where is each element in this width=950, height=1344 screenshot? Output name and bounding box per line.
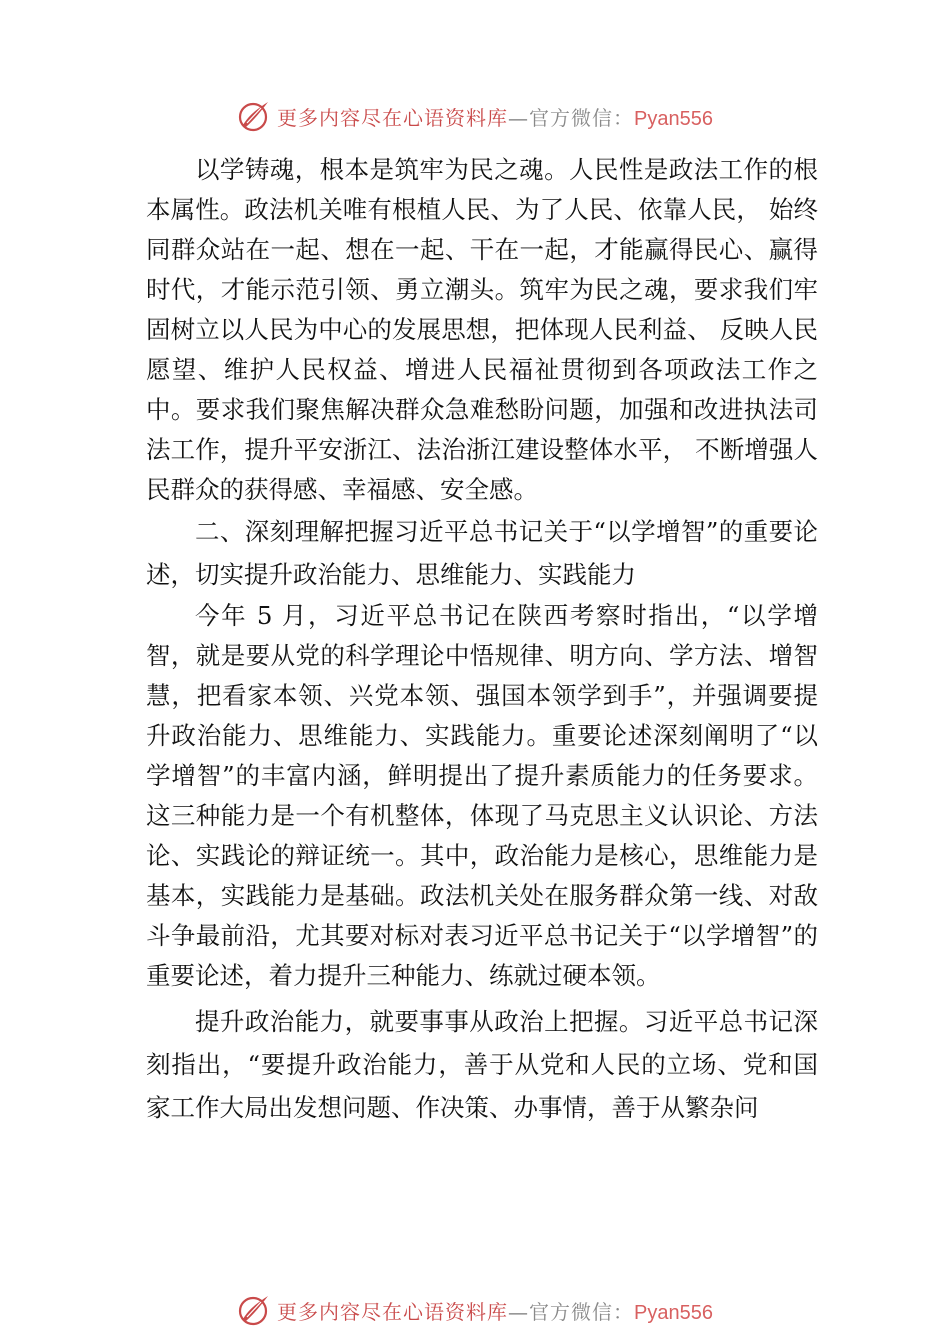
section-heading: 二、深刻理解把握习近平总书记关于“以学增智”的重要论述，切实提升政治能力、思维能力、实践能力 [146,517,818,589]
document-body [146,150,818,1129]
paragraph-2: 今年 5 月，习近平总书记在陕西考察时指出，“以学增智，就是要从党的科学理论中悟规律、明方向、学方法、增智慧，把看家本领、兴党本领、强国本领学到手”，并强调要提升政治能力、思维能力、实践能力。重要论述深刻阐明了“以学增智”的丰富内涵，鲜明提出了提升素质能力的任务要求。这三种能力是一个有机整体，体现了马克思主义认识论、方法论、实践论的辩证统一。其中，政治能力是核心，思维能力是基本，实践能力是基础。政法机关处在服务群众第一线、对敌斗争最前沿，尤其要对标对表习近平总书记关于“以学增智”的重要论述，着力提升三种能力、练就过硬本领。 [146,601,818,990]
header-banner [0,96,950,136]
quill-seal-icon [237,99,271,133]
banner-text: 更多内容尽在心语资料库—官方微信：Pyan556 [277,105,713,130]
quill-seal-icon [237,1293,271,1327]
paragraph-1: 以学铸魂，根本是筑牢为民之魂。人民性是政法工作的根本属性。政法机关唯有根植人民、为了人民、依靠人民， 始终同群众站在一起、想在一起、干在一起，才能赢得民心、赢得时代，才能示范引领、勇立潮头。筑牢为民之魂，要求我们牢固树立以人民为中心的发展思想，把体现人民利益、 反映人民愿望、维护人民权益、增进人民福祉贯彻到各项政法工作之中。要求我们聚焦解决群众急难愁盼问题，加强和改进执法司法工作，提升平安浙江、法治浙江建设整体水平， 不断增强人民群众的获得感、幸福感、安全感。 [146,155,818,504]
footer-banner [0,1290,950,1330]
banner-text: 更多内容尽在心语资料库—官方微信：Pyan556 [277,1299,713,1324]
paragraph-3: 提升政治能力，就要事事从政治上把握。习近平总书记深刻指出，“要提升政治能力，善于从党和人民的立场、党和国家工作大局出发想问题、作决策、办事情，善于从繁杂问 [146,1007,818,1122]
